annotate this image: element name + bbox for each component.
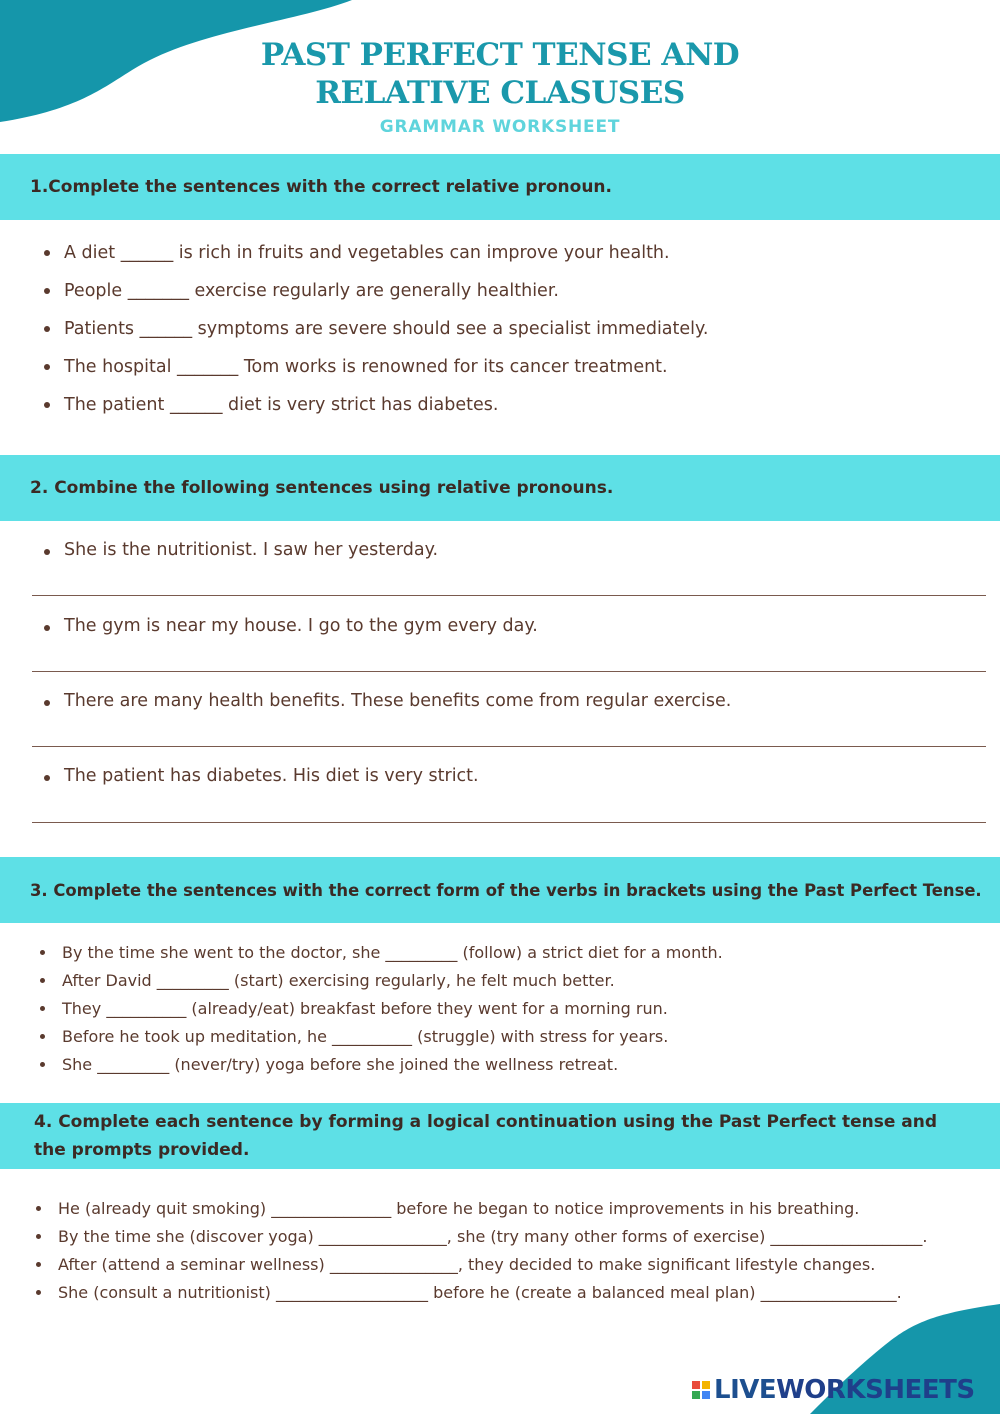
list-item: By the time she went to the doctor, she _________ (follow) a strict diet for a month. [40, 942, 723, 970]
answer-line[interactable] [32, 670, 986, 672]
section-3-heading: 3. Complete the sentences with the correct form of the verbs in brackets using the Past Perfect Tense. [0, 857, 1000, 923]
list-item: She is the nutritionist. I saw her yesterday. [44, 540, 438, 560]
section-1-list [44, 240, 708, 430]
list-item: She (consult a nutritionist) ___________________ before he (create a balanced meal plan) _________________. [36, 1282, 928, 1310]
answer-line[interactable] [32, 594, 986, 596]
list-item: They __________ (already/eat) breakfast before they went for a morning run. [40, 998, 723, 1026]
list-item: The patient ______ diet is very strict has diabetes. [44, 392, 708, 430]
list-item: People _______ exercise regularly are generally healthier. [44, 278, 708, 316]
list-item: The patient has diabetes. His diet is very strict. [44, 766, 479, 786]
logo-text-live: LIVE [714, 1375, 777, 1405]
section-1-heading: 1.Complete the sentences with the correct relative pronoun. [0, 154, 1000, 220]
list-item: The gym is near my house. I go to the gym every day. [44, 616, 538, 636]
liveworksheets-logo[interactable] [692, 1374, 975, 1406]
list-item: The hospital _______ Tom works is renowned for its cancer treatment. [44, 354, 708, 392]
section-4-list [36, 1198, 928, 1310]
list-item: She _________ (never/try) yoga before she joined the wellness retreat. [40, 1054, 723, 1082]
answer-line[interactable] [32, 821, 986, 823]
title-line-2: RELATIVE CLASUSES [315, 75, 685, 111]
list-item: By the time she (discover yoga) ________________, she (try many other forms of exercise) ___________________. [36, 1226, 928, 1254]
title-line-1: PAST PERFECT TENSE AND [260, 37, 740, 73]
list-item: There are many health benefits. These benefits come from regular exercise. [44, 691, 731, 711]
worksheet-title [0, 36, 1000, 112]
list-item: Patients ______ symptoms are severe should see a specialist immediately. [44, 316, 708, 354]
section-3-list [40, 942, 723, 1082]
list-item: After (attend a seminar wellness) ________________, they decided to make significant lifestyle changes. [36, 1254, 928, 1282]
section-2-heading: 2. Combine the following sentences using relative pronouns. [0, 455, 1000, 521]
section-4-heading: 4. Complete each sentence by forming a logical continuation using the Past Perfect tense and the prompts provided. [0, 1103, 1000, 1169]
logo-mark-icon [692, 1381, 710, 1399]
list-item: He (already quit smoking) _______________ before he began to notice improvements in his breathing. [36, 1198, 928, 1226]
list-item: Before he took up meditation, he __________ (struggle) with stress for years. [40, 1026, 723, 1054]
logo-text-worksheets: WORKSHEETS [776, 1375, 975, 1405]
answer-line[interactable] [32, 745, 986, 747]
list-item: After David _________ (start) exercising regularly, he felt much better. [40, 970, 723, 998]
list-item: A diet ______ is rich in fruits and vegetables can improve your health. [44, 240, 708, 278]
worksheet-subtitle: GRAMMAR WORKSHEET [379, 117, 621, 137]
